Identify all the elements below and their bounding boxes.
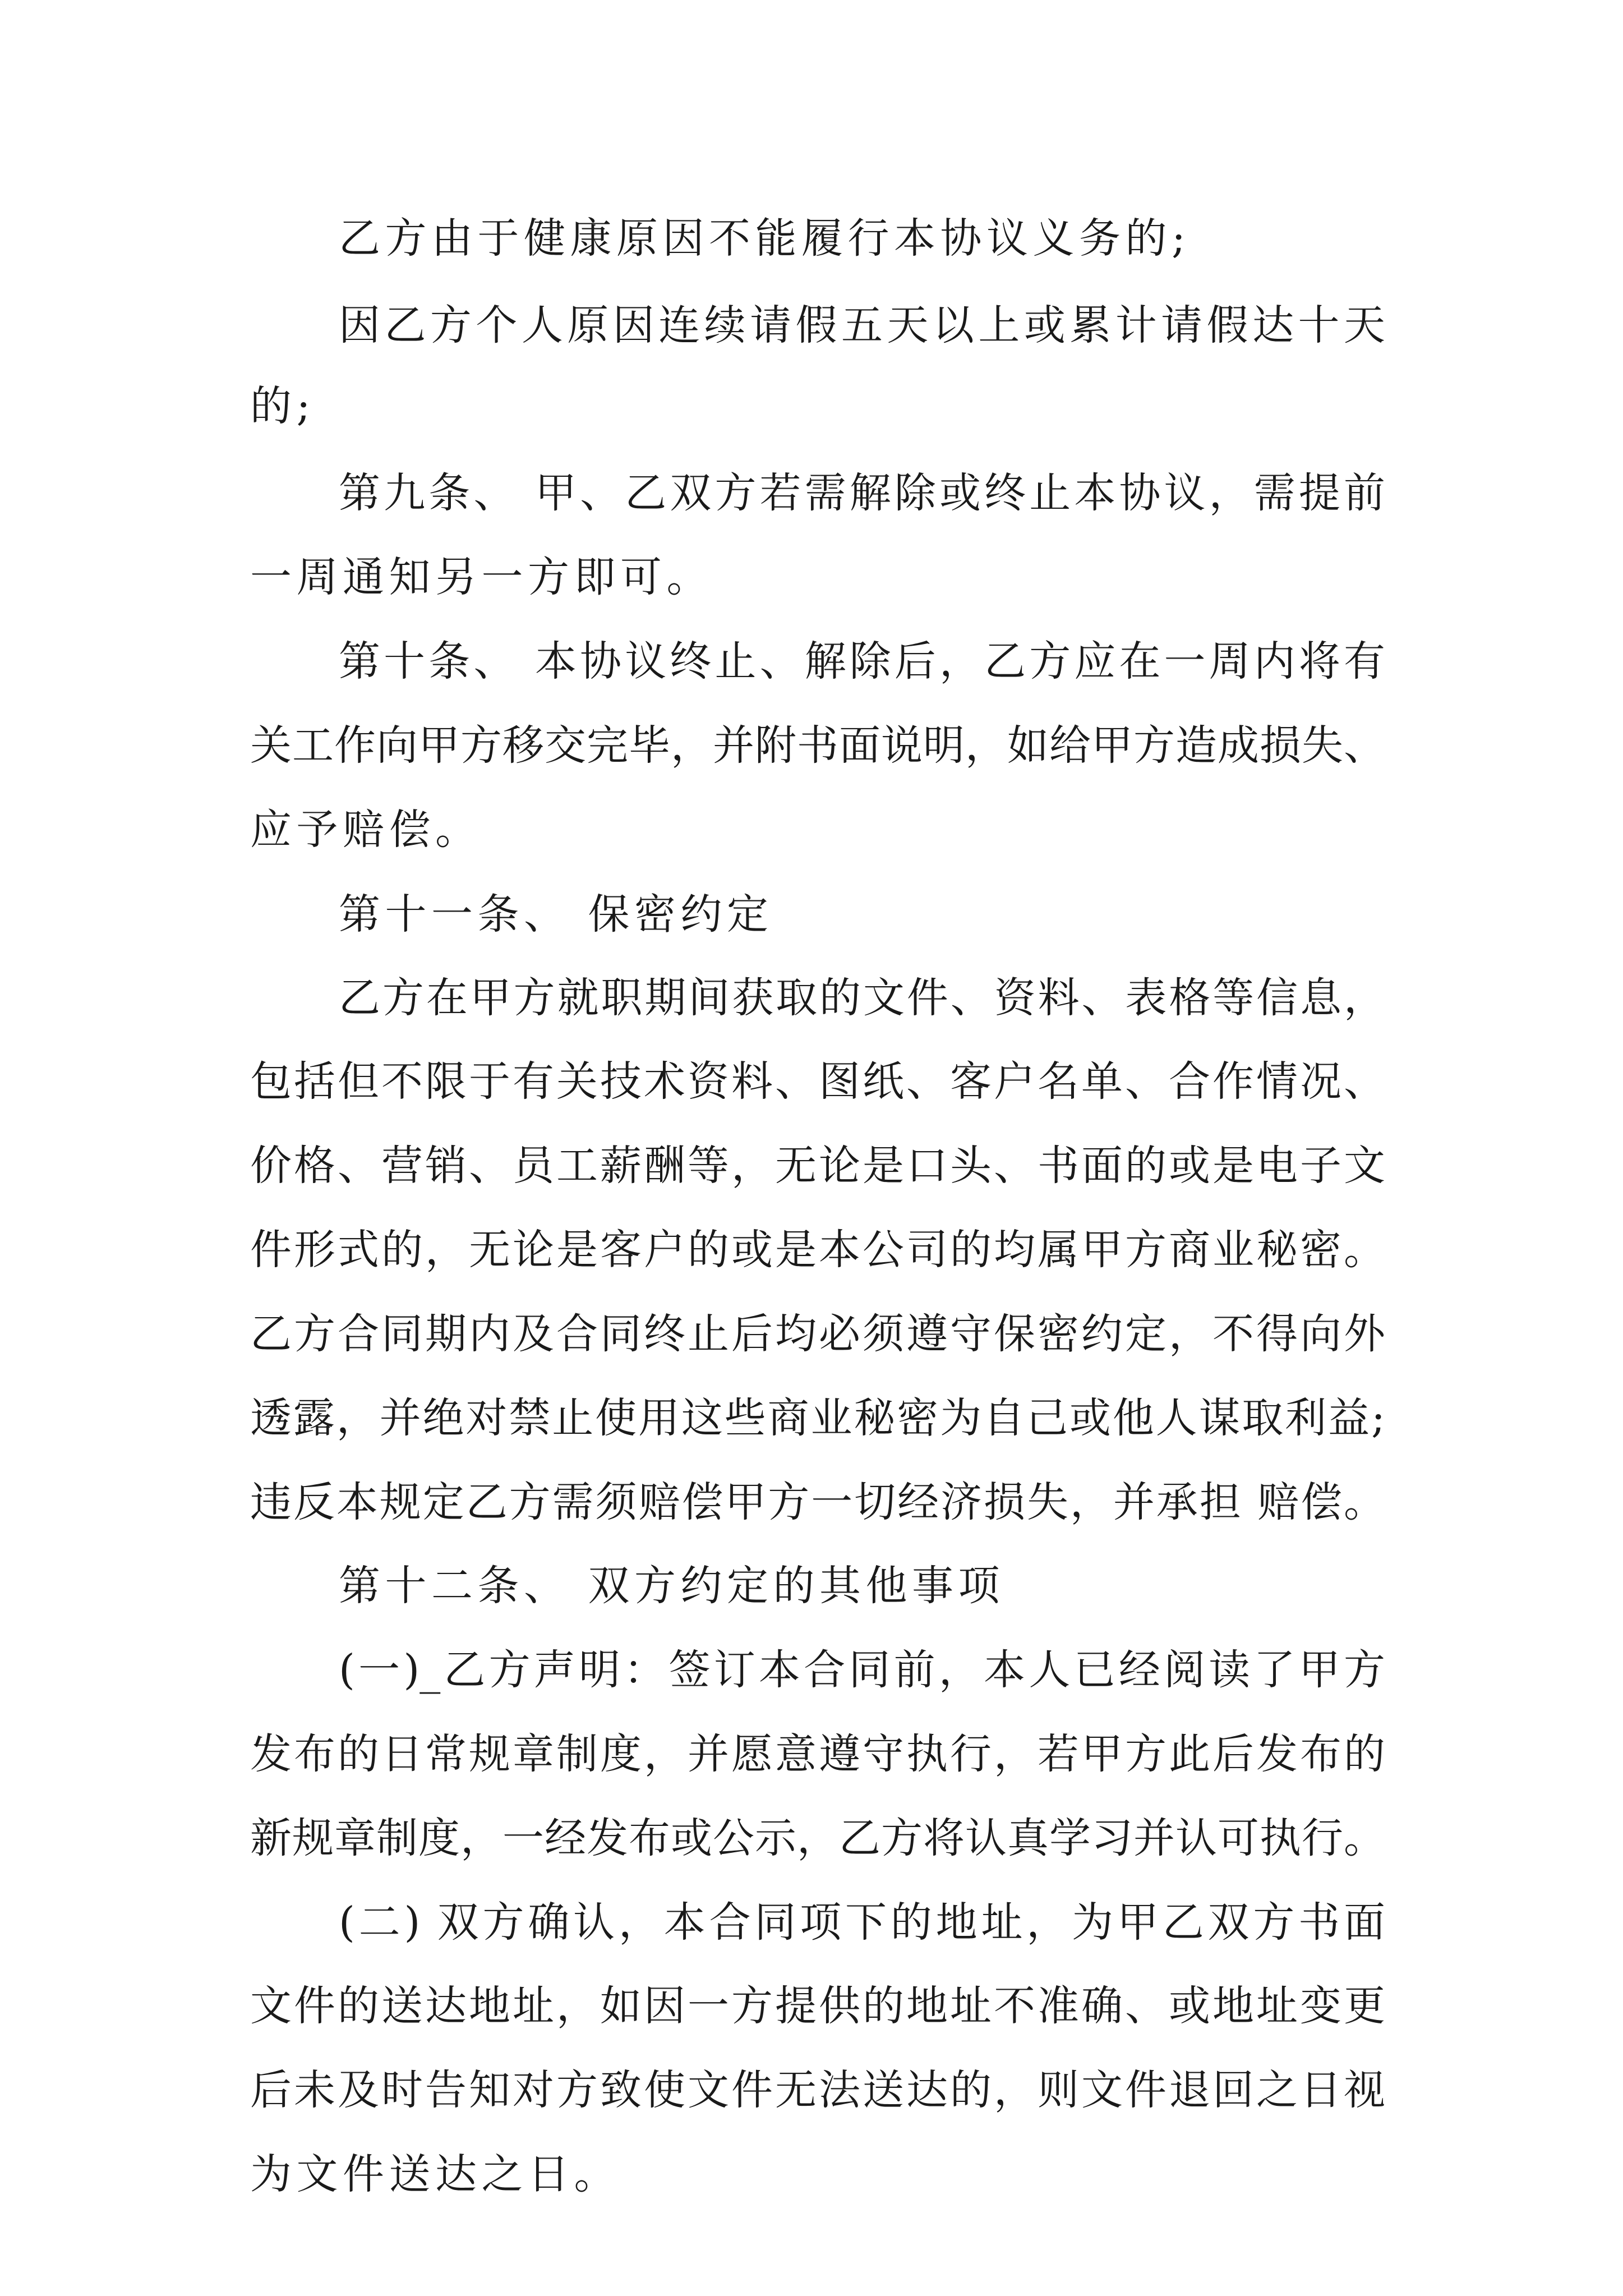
text-line: 新规章制度，一经发布或公示，乙方将认真学习并认可执行。	[250, 1814, 1385, 1862]
text-line: 后未及时告知对方致使文件无法送达的，则文件退回之日视	[250, 2066, 1385, 2114]
text-line: 应予赔偿。	[250, 806, 482, 854]
text-line: 乙方合同期内及合同终止后均必须遵守保密约定，不得向外	[250, 1310, 1385, 1358]
text-line: 第十条、 本协议终止、解除后，乙方应在一周内将有	[339, 637, 1385, 685]
section-heading: 第十二条、 双方约定的其他事项	[339, 1562, 1005, 1610]
section-heading: 第十一条、 保密约定	[339, 890, 773, 938]
text-line: 透露，并绝对禁止使用这些商业秘密为自己或他人谋取利益;	[250, 1394, 1385, 1442]
text-line: 件形式的，无论是客户的或是本公司的均属甲方商业秘密。	[250, 1226, 1385, 1274]
text-line: 第九条、 甲、乙双方若需解除或终止本协议，需提前	[339, 469, 1385, 517]
text-line: 违反本规定乙方需须赔偿甲方一切经济损失，并承担 赔偿。	[250, 1478, 1385, 1526]
text-line: (二) 双方确认，本合同项下的地址，为甲乙双方书面	[339, 1898, 1385, 1947]
text-line: 因乙方个人原因连续请假五天以上或累计请假达十天	[339, 301, 1385, 349]
text-line: 一周通知另一方即可。	[250, 553, 713, 601]
text-line: 价格、营销、员工薪酬等，无论是口头、书面的或是电子文	[250, 1142, 1385, 1190]
text-line: 发布的日常规章制度，并愿意遵守执行，若甲方此后发布的	[250, 1730, 1385, 1778]
text-line: 的;	[250, 382, 315, 430]
text-line: 为文件送达之日。	[250, 2150, 620, 2198]
text-line: 关工作向甲方移交完毕，并附书面说明，如给甲方造成损失、	[250, 721, 1385, 770]
text-line: (一)_乙方声明：签订本合同前，本人已经阅读了甲方	[339, 1646, 1385, 1694]
text-line: 乙方由于健康原因不能履行本协议义务的;	[339, 214, 1191, 263]
text-line: 包括但不限于有关技术资料、图纸、客户名单、合作情况、	[250, 1057, 1385, 1106]
text-line: 文件的送达地址，如因一方提供的地址不准确、或地址变更	[250, 1982, 1385, 2030]
text-line: 乙方在甲方就职期间获取的文件、资料、表格等信息，	[339, 974, 1385, 1022]
